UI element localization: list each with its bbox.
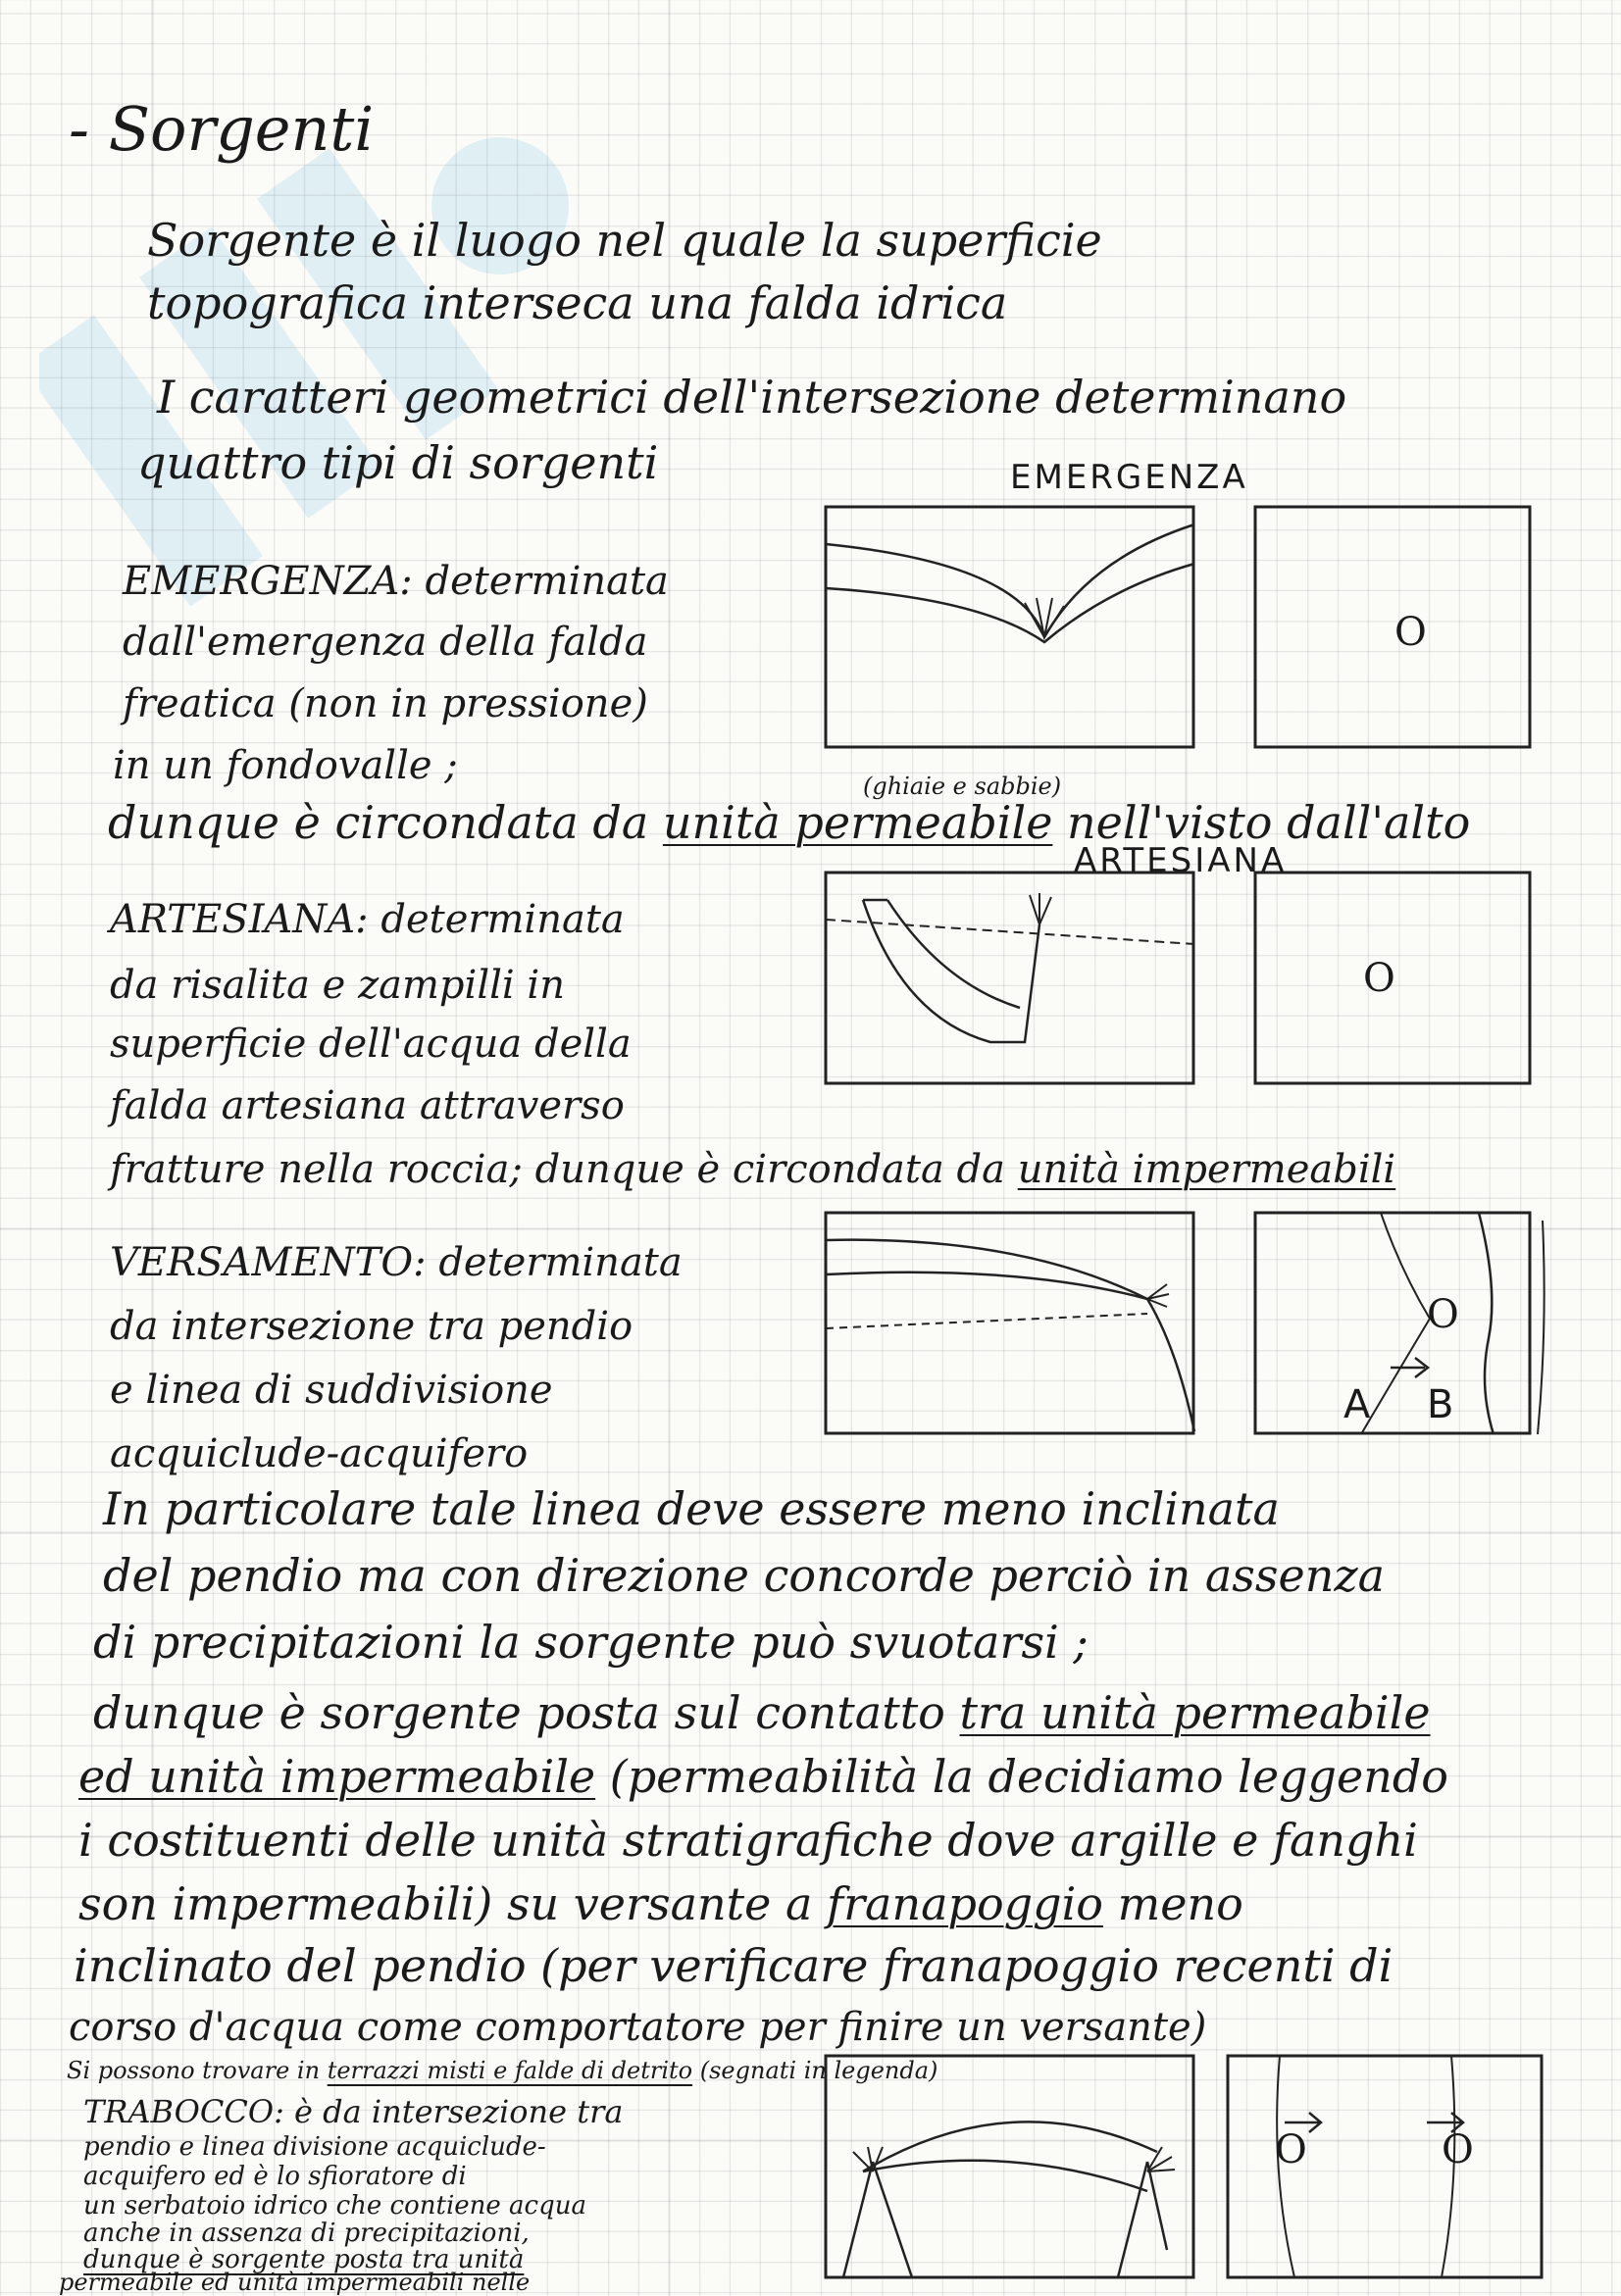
intro-line-4: quattro tipi di sorgenti xyxy=(137,436,659,489)
versamento-label-b: B xyxy=(1427,1382,1457,1427)
trabocco-line-5: anche in assenza di precipitazioni, xyxy=(83,2219,530,2248)
artesiana-section-diagram xyxy=(824,871,1196,1086)
page-title: - Sorgenti xyxy=(69,93,375,165)
artesiana-line-3: superficie dell'acqua della xyxy=(110,1022,632,1067)
contact-line-3: i costituenti delle unità stratigrafiche dove argille e fanghi xyxy=(78,1814,1418,1867)
artesiana-conclusion-prefix: fratture nella roccia; dunque è circondata da xyxy=(110,1147,1018,1192)
versamento-symbol: O xyxy=(1427,1292,1459,1337)
contact-prefix: dunque è sorgente posta sul contatto xyxy=(93,1686,960,1739)
contact-line-2 xyxy=(78,1750,1448,1803)
contact-line-1 xyxy=(93,1686,1431,1739)
trabocco-line-1: TRABOCCO: è da intersezione tra xyxy=(83,2093,624,2130)
trabocco-line-4: un serbatoio idrico che contiene acqua xyxy=(83,2191,586,2221)
contact-rest-3-underlined: franapoggio xyxy=(827,1877,1103,1930)
intro-line-3: I caratteri geometrici dell'intersezione determinano xyxy=(157,371,1347,424)
versamento-line-1: VERSAMENTO: determinata xyxy=(110,1240,683,1285)
trabocco-line-6: dunque è sorgente posta tra unità xyxy=(83,2245,525,2274)
trabocco-line-3: acquifero ed è lo sfioratore di xyxy=(83,2162,467,2191)
versamento-plan-diagram xyxy=(1253,1211,1577,1436)
trabocco-symbol-left: O xyxy=(1275,2127,1307,2172)
emergenza-conclusion-underlined: unità permeabile xyxy=(662,796,1053,849)
contact-rest-3-prefix: son impermeabili) su versante a xyxy=(78,1877,828,1930)
emergenza-note-small: (ghiaie e sabbie) xyxy=(863,773,1062,800)
emergenza-line-2: dall'emergenza della falda xyxy=(123,620,648,665)
contact-line-5: inclinato del pendio (per verificare franapoggio recenti di xyxy=(74,1939,1393,1992)
artesiana-line-2: da risalita e zampilli in xyxy=(110,963,565,1008)
emergenza-line-4: in un fondovalle ; xyxy=(113,743,458,788)
contact-line-4 xyxy=(78,1877,1243,1930)
versamento-section-diagram xyxy=(824,1211,1196,1436)
emergenza-line-1: EMERGENZA: determinata xyxy=(123,559,669,604)
body-line-2: del pendio ma con direzione concorde perciò in assenza xyxy=(103,1549,1386,1602)
intro-line-2: topografica interseca una falda idrica xyxy=(147,276,1008,329)
body-line-1: In particolare tale linea deve essere meno inclinata xyxy=(103,1482,1280,1535)
emergenza-plan-diagram xyxy=(1253,505,1533,750)
contact-underlined-1: tra unità permeabile xyxy=(959,1686,1431,1739)
emergenza-diagram-title: EMERGENZA xyxy=(1010,458,1248,497)
contact-small-line xyxy=(67,2057,937,2084)
artesiana-line-4: falda artesiana attraverso xyxy=(110,1083,625,1128)
trabocco-section-diagram xyxy=(824,2054,1196,2279)
emergenza-section-diagram xyxy=(824,505,1196,750)
versamento-line-3: e linea di suddivisione xyxy=(110,1368,553,1413)
versamento-line-2: da intersezione tra pendio xyxy=(110,1304,633,1349)
contact-line-6: corso d'acqua come comportatore per finire un versante) xyxy=(69,2005,1207,2050)
artesiana-conclusion-underlined: unità impermeabili xyxy=(1017,1147,1396,1192)
versamento-line-4: acquiclude-acquifero xyxy=(110,1431,529,1476)
artesiana-line-1: ARTESIANA: determinata xyxy=(110,897,625,942)
emergenza-conclusion-suffix: nell'visto dall'alto xyxy=(1052,796,1471,849)
contact-rest-3-suffix: meno xyxy=(1102,1877,1243,1930)
body-line-3: di precipitazioni la sorgente può svuotarsi ; xyxy=(93,1616,1089,1669)
contact-small-prefix: Si possono trovare in xyxy=(67,2057,328,2084)
contact-small-suffix: (segnati in legenda) xyxy=(692,2057,938,2084)
emergenza-symbol: O xyxy=(1394,610,1427,655)
artesiana-symbol: O xyxy=(1363,956,1395,1001)
contact-rest-1: (permeabilità la decidiamo leggendo xyxy=(595,1750,1448,1803)
artesiana-conclusion xyxy=(110,1147,1395,1192)
artesiana-diagram-title: ARTESIANA xyxy=(1074,841,1288,880)
contact-underlined-2: ed unità impermeabile xyxy=(78,1750,596,1803)
versamento-label-a: A xyxy=(1343,1382,1374,1427)
contact-small-underlined: terrazzi misti e falde di detrito xyxy=(327,2057,693,2084)
intro-line-1: Sorgente è il luogo nel quale la superficie xyxy=(147,214,1102,267)
emergenza-conclusion-prefix: dunque è circondata da xyxy=(108,796,663,849)
trabocco-line-2: pendio e linea divisione acquiclude- xyxy=(83,2132,546,2162)
trabocco-symbol-right: O xyxy=(1442,2127,1474,2172)
emergenza-line-3: freatica (non in pressione) xyxy=(123,681,648,726)
trabocco-line-7: permeabile ed unità impermeabili nelle xyxy=(59,2269,531,2296)
